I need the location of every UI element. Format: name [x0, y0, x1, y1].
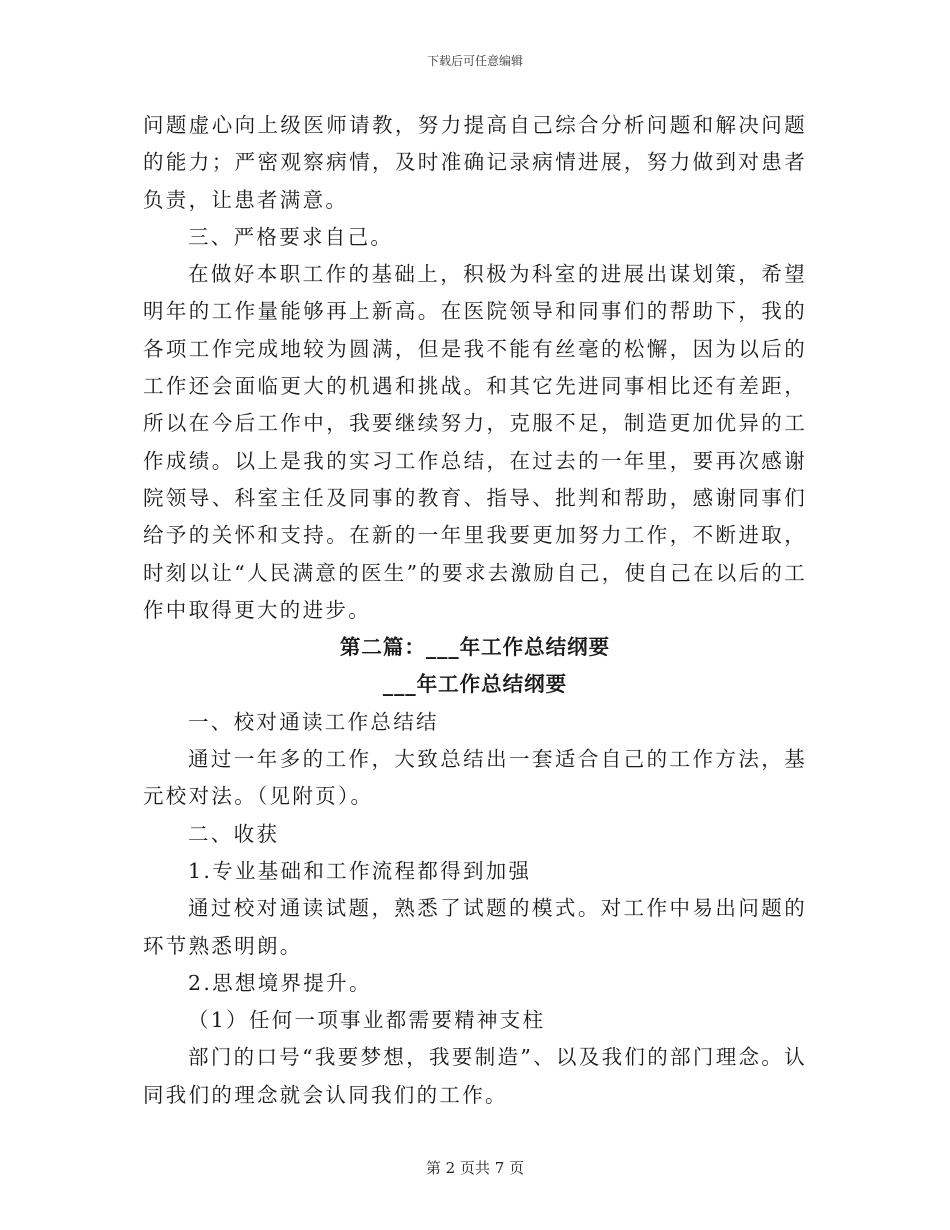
chapter-subtitle: ___年工作总结纲要 — [382, 672, 568, 697]
sub-list-item: （1）任何一项事业都需要精神支柱 — [188, 1008, 546, 1033]
page-header: 下载后可任意编辑 — [426, 54, 523, 68]
section-heading-2: 二、收获 — [188, 821, 280, 846]
list-item: 1.专业基础和工作流程都得到加强 — [188, 858, 532, 883]
paragraph-body: 部门的口号“我要梦想，我要制造”、以及我们的部门理念。认同我们的理念就会认同我们的工作。 — [143, 1045, 807, 1107]
document-body — [143, 107, 807, 1114]
paragraph-body: 通过一年多的工作，大致总结出一套适合自己的工作方法，基元校对法。（见附页）。 — [143, 747, 807, 809]
paragraph-body: 通过校对通读试题，熟悉了试题的模式。对工作中易出问题的环节熟悉明朗。 — [143, 896, 807, 958]
section-heading-1: 一、校对通读工作总结结 — [188, 709, 439, 734]
list-item: 2.思想境界提升。 — [188, 970, 372, 995]
paragraph-continuation: 问题虚心向上级医师请教，努力提高自己综合分析问题和解决问题的能力；严密观察病情，及时准确记录病情进展，努力做到对患者负责，让患者满意。 — [143, 113, 807, 212]
paragraph-body: 在做好本职工作的基础上，积极为科室的进展出谋划策，希望明年的工作量能够再上新高。在医院领导和同事们的帮助下，我的各项工作完成地较为圆满，但是我不能有丝毫的松懈，因为以后的工作还会面临更大的机遇和挑战。和其它先进同事相比还有差距，所以在今后工作中，我要继续努力，克服不足，制造更加优异的工作成绩。以上是我的实习工作总结，在过去的一年里，要再次感谢院领导、科室主任及同事的教育、指导、批判和帮助，感谢同事们给予的关怀和支持。在新的一年里我要更加努力工作，不断进取，时刻以让“人民满意的医生”的要求去激励自己，使自己在以后的工作中取得更大的进步。 — [143, 262, 807, 622]
page-footer: 第 2 页共 7 页 — [425, 1159, 525, 1177]
chapter-title: 第二篇：___年工作总结纲要 — [339, 635, 611, 660]
section-heading-3: 三、严格要求自己。 — [188, 224, 394, 249]
